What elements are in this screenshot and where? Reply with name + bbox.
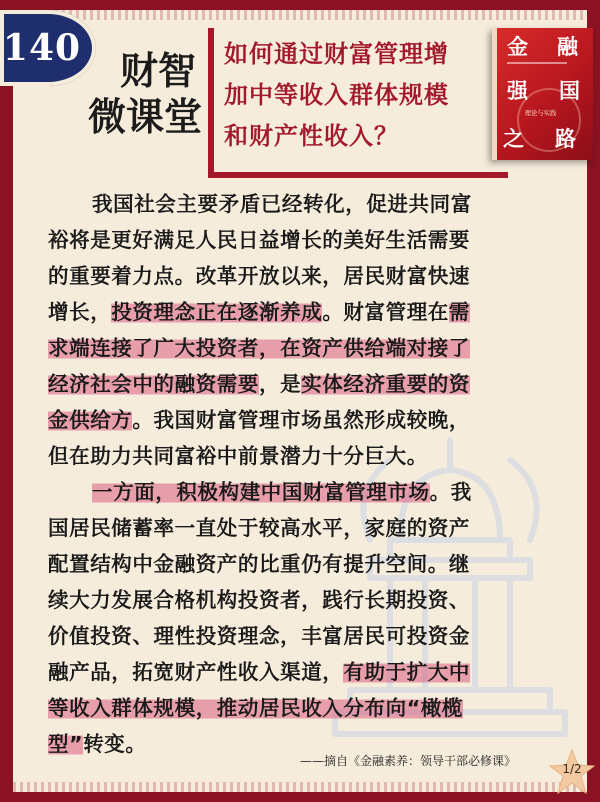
text-line bbox=[48, 366, 558, 402]
text-line bbox=[48, 438, 558, 474]
book-cover-char: 国 bbox=[559, 79, 580, 103]
text-segment: 但在助力共同富裕中前景潜力十分巨大。 bbox=[48, 444, 428, 468]
highlighted-text: 等收入群体规模，推动居民收入分布向“橄榄 bbox=[48, 696, 463, 720]
text-segment: 的重要着力点。改革开放以来，居民财富快速 bbox=[48, 264, 470, 288]
text-line bbox=[48, 402, 558, 438]
highlighted-text: 金供给方 bbox=[48, 408, 133, 432]
text-line bbox=[48, 330, 558, 366]
text-segment: 。财富管理在 bbox=[322, 300, 449, 324]
book-cover-char: 路 bbox=[555, 127, 576, 151]
article-body bbox=[48, 186, 558, 762]
text-line bbox=[48, 654, 558, 690]
header-divider-vertical bbox=[208, 28, 214, 178]
header-divider-horizontal bbox=[208, 172, 508, 178]
highlighted-text: 需 bbox=[448, 300, 471, 324]
question-line: 如何通过财富管理增 bbox=[224, 40, 449, 68]
series-title-line2: 微课堂 bbox=[87, 95, 202, 139]
text-segment: 续大力发展合格机构投资者，践行长期投资、 bbox=[48, 588, 470, 612]
paragraph-2 bbox=[48, 474, 558, 762]
book-cover-image bbox=[492, 28, 593, 160]
highlighted-text: 求端连接了广大投资者，在资产供给端对接了 bbox=[48, 336, 470, 360]
text-segment: ，是 bbox=[259, 372, 302, 396]
text-segment: 融产品，拓宽财产性收入渠道， bbox=[48, 660, 344, 684]
text-segment: 配置结构中金融资产的比重仍有提升空间。继 bbox=[48, 552, 470, 576]
episode-number: 140 bbox=[2, 27, 82, 69]
paragraph-1 bbox=[48, 186, 558, 474]
text-line bbox=[48, 294, 558, 330]
question-line: 和财产性收入？ bbox=[224, 122, 399, 150]
series-title bbox=[52, 48, 202, 140]
book-cover-char: 融 bbox=[557, 35, 578, 59]
highlighted-text: 经济社会中的融资需要 bbox=[48, 372, 259, 396]
highlighted-text: 实体经济重要的资 bbox=[301, 372, 471, 396]
book-cover-char: 之 bbox=[503, 127, 524, 151]
text-segment: 国居民储蓄率一直处于较高水平，家庭的资产 bbox=[48, 516, 470, 540]
question-title bbox=[224, 34, 504, 157]
text-segment: 转变。 bbox=[83, 732, 147, 756]
text-segment: 裕将是更好满足人民日益增长的美好生活需要 bbox=[48, 228, 470, 252]
text-line bbox=[48, 258, 558, 294]
text-line bbox=[48, 186, 558, 222]
highlighted-text: 投资理念正在逐渐养成 bbox=[111, 300, 323, 324]
text-segment: 。我国财富管理市场虽然形成较晚， bbox=[132, 408, 471, 432]
page-indicator bbox=[548, 748, 596, 796]
text-line bbox=[48, 690, 558, 726]
highlighted-text: 型” bbox=[48, 732, 84, 756]
book-cover-subtitle: 理论与实践 bbox=[524, 109, 557, 117]
highlighted-text: 一方面，积极构建中国财富管理市场 bbox=[92, 480, 430, 504]
question-line: 加中等收入群体规模 bbox=[224, 81, 449, 109]
source-citation: ——摘自《金融素养：领导干部必修课》 bbox=[300, 754, 517, 768]
text-segment: 。我 bbox=[429, 480, 472, 504]
text-line bbox=[48, 618, 558, 654]
text-segment: 价值投资、理性投资理念，丰富居民可投资金 bbox=[48, 624, 470, 648]
text-line bbox=[48, 510, 558, 546]
text-segment: 我国社会主要矛盾已经转化，促进共同富 bbox=[92, 192, 472, 216]
highlighted-text: 有助于扩大中 bbox=[343, 660, 471, 684]
book-cover-char: 强 bbox=[507, 79, 528, 103]
text-segment: 增长， bbox=[48, 300, 112, 324]
text-line bbox=[48, 582, 558, 618]
series-title-line1: 财智 bbox=[119, 49, 196, 93]
text-line bbox=[48, 222, 558, 258]
text-line bbox=[48, 546, 558, 582]
book-cover-band bbox=[507, 62, 567, 64]
page-number: 1/2 bbox=[562, 762, 582, 776]
text-line bbox=[48, 474, 558, 510]
book-cover-char: 金 bbox=[507, 35, 528, 59]
